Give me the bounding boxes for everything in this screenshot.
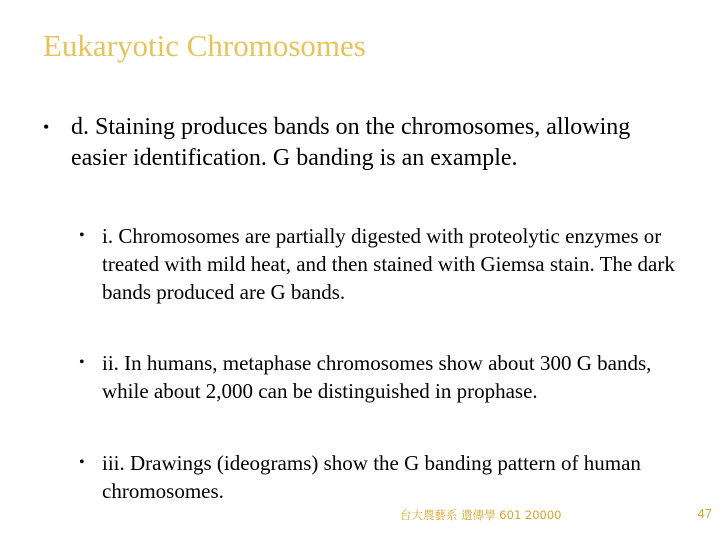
bullet-marker: • — [79, 454, 85, 471]
sub-bullet-text: iii. Drawings (ideograms) show the G banding pattern of human chromosomes. — [102, 451, 641, 503]
bullet-marker: • — [79, 227, 85, 244]
bullet-marker: • — [79, 354, 85, 371]
sub-bullet-text: i. Chromosomes are partially digested with proteolytic enzymes or treated with mild heat, and then stained with Giemsa stain. The dark bands produced are G bands. — [102, 224, 675, 304]
slide-footer: 台大農藝系 遺傳學 601 20000 — [400, 508, 562, 522]
main-bullet-text: d. Staining produces bands on the chromosomes, allowing easier identification. G banding is an example. — [71, 114, 631, 171]
page-number: 47 — [697, 506, 712, 521]
sub-bullet-text: ii. In humans, metaphase chromosomes show about 300 G bands, while about 2,000 can be distinguished in prophase. — [102, 351, 652, 403]
slide-title: Eukaryotic Chromosomes — [43, 28, 366, 63]
bullet-marker: • — [43, 117, 50, 137]
